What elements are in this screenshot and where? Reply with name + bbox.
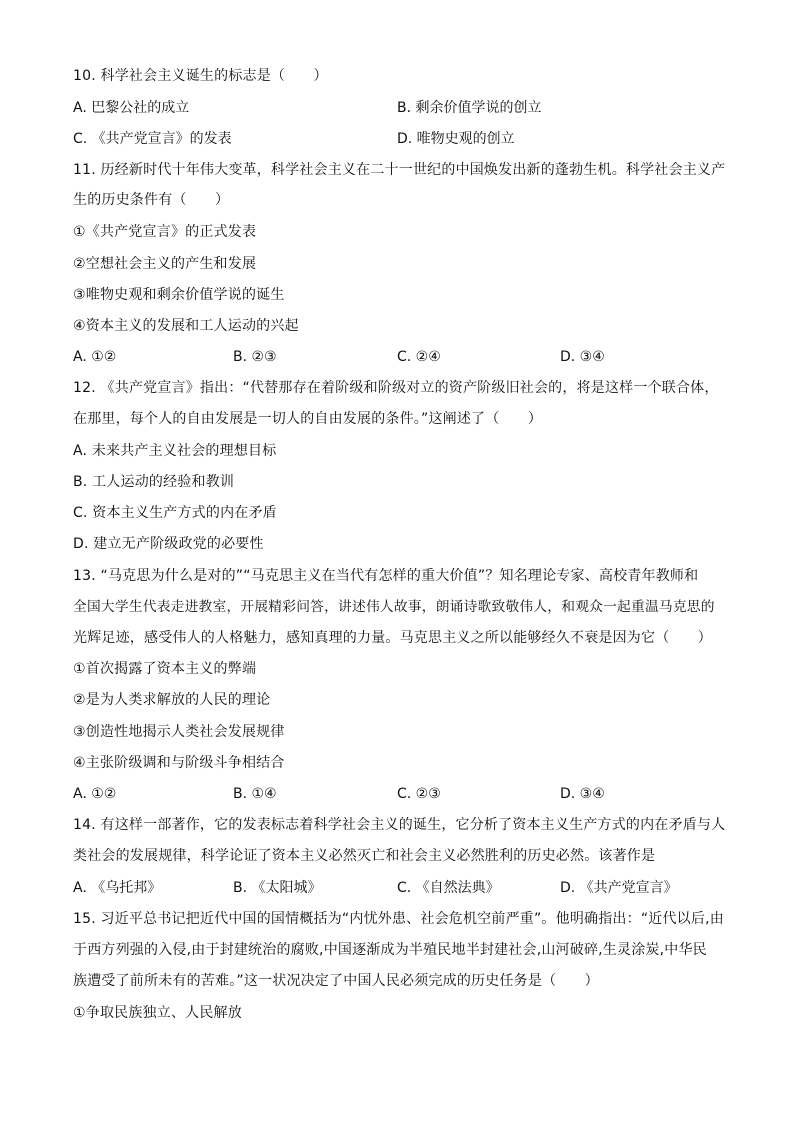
question-13-stem-line-1: 13. “马克思为什么是对的”“马克思主义在当代有怎样的重大价值”？知名理论专家、高校青年教师和 (73, 568, 699, 584)
question-11-option-a: A. ①② (73, 349, 117, 365)
question-11-statement-4: ④资本主义的发展和工人运动的兴起 (73, 318, 299, 334)
question-10-option-d: D. 唯物史观的创立 (397, 131, 515, 147)
question-10-option-c: C. 《共产党宣言》的发表 (73, 131, 232, 147)
question-10-option-b: B. 剩余价值学说的创立 (397, 100, 542, 116)
question-12-option-d: D. 建立无产阶级政党的必要性 (73, 536, 264, 552)
question-10-stem: 10. 科学社会主义诞生的标志是（ ） (73, 68, 328, 84)
question-13-stem-line-2: 全国大学生代表走进教室，开展精彩问答，讲述伟人故事，朗诵诗歌致敬伟人，和观众一起重温马克思的 (73, 599, 715, 615)
question-15-stem-line-2: 于西方列强的入侵,由于封建统治的腐败,中国逐渐成为半殖民地半封建社会,山河破碎,生灵涂炭,中华民 (73, 942, 707, 958)
question-11-option-b: B. ②③ (233, 349, 277, 365)
question-13-stem-line-3: 光辉足迹，感受伟人的人格魅力，感知真理的力量。马克思主义之所以能够经久不衰是因为它（ ） (73, 630, 712, 646)
question-13-statement-1: ①首次揭露了资本主义的弊端 (73, 661, 257, 677)
question-14-option-a: A. 《乌托邦》 (73, 880, 162, 896)
question-15-stem-line-3: 族遭受了前所未有的苦难。”这一状况决定了中国人民必须完成的历史任务是（ ） (73, 973, 599, 989)
question-14-stem-line-1: 14. 有这样一部著作，它的发表标志着科学社会主义的诞生，它分析了资本主义生产方式的内在矛盾与人 (73, 817, 726, 833)
question-12-stem-line-1: 12. 《共产党宣言》指出：“代替那存在着阶级和阶级对立的资产阶级旧社会的，将是这样一个联合体， (73, 380, 719, 396)
question-13-option-d: D. ③④ (560, 786, 605, 802)
question-12-option-b: B. 工人运动的经验和教训 (73, 474, 235, 490)
question-13-statement-4: ④主张阶级调和与阶级斗争相结合 (73, 755, 285, 771)
question-11-stem-line-1: 11. 历经新时代十年伟大变革，科学社会主义在二十一世纪的中国焕发出新的蓬勃生机。科学社会主义产 (73, 162, 726, 178)
question-15-statement-1: ①争取民族独立、人民解放 (73, 1005, 242, 1021)
question-12-option-c: C. 资本主义生产方式的内在矛盾 (73, 505, 277, 521)
question-13-option-c: C. ②③ (397, 786, 441, 802)
question-14-option-b: B. 《太阳城》 (233, 880, 322, 896)
question-11-option-d: D. ③④ (560, 349, 605, 365)
question-14-option-d: D. 《共产党宣言》 (560, 880, 678, 896)
question-14-stem-line-2: 类社会的发展规律，科学论证了资本主义必然灭亡和社会主义必然胜利的历史必然。该著作是 (73, 848, 656, 864)
question-13-option-a: A. ①② (73, 786, 117, 802)
question-11-option-c: C. ②④ (397, 349, 441, 365)
question-13-statement-3: ③创造性地揭示人类社会发展规律 (73, 724, 285, 740)
question-11-statement-3: ③唯物史观和剩余价值学说的诞生 (73, 287, 285, 303)
question-14-option-c: C. 《自然法典》 (397, 880, 500, 896)
question-13-option-b: B. ①④ (233, 786, 277, 802)
question-11-statement-1: ①《共产党宣言》的正式发表 (73, 224, 257, 240)
question-11-statement-2: ②空想社会主义的产生和发展 (73, 256, 257, 272)
question-10-option-a: A. 巴黎公社的成立 (73, 100, 190, 116)
question-11-stem-line-2: 生的历史条件有（ ） (73, 192, 230, 208)
question-13-statement-2: ②是为人类求解放的人民的理论 (73, 692, 271, 708)
question-12-stem-line-2: 在那里，每个人的自由发展是一切人的自由发展的条件。”这阐述了（ ） (73, 411, 543, 427)
question-15-stem-line-1: 15. 习近平总书记把近代中国的国情概括为“内忧外患、社会危机空前严重”。他明确指出：“近代以后,由 (73, 911, 724, 927)
question-12-option-a: A. 未来共产主义社会的理想目标 (73, 443, 277, 459)
